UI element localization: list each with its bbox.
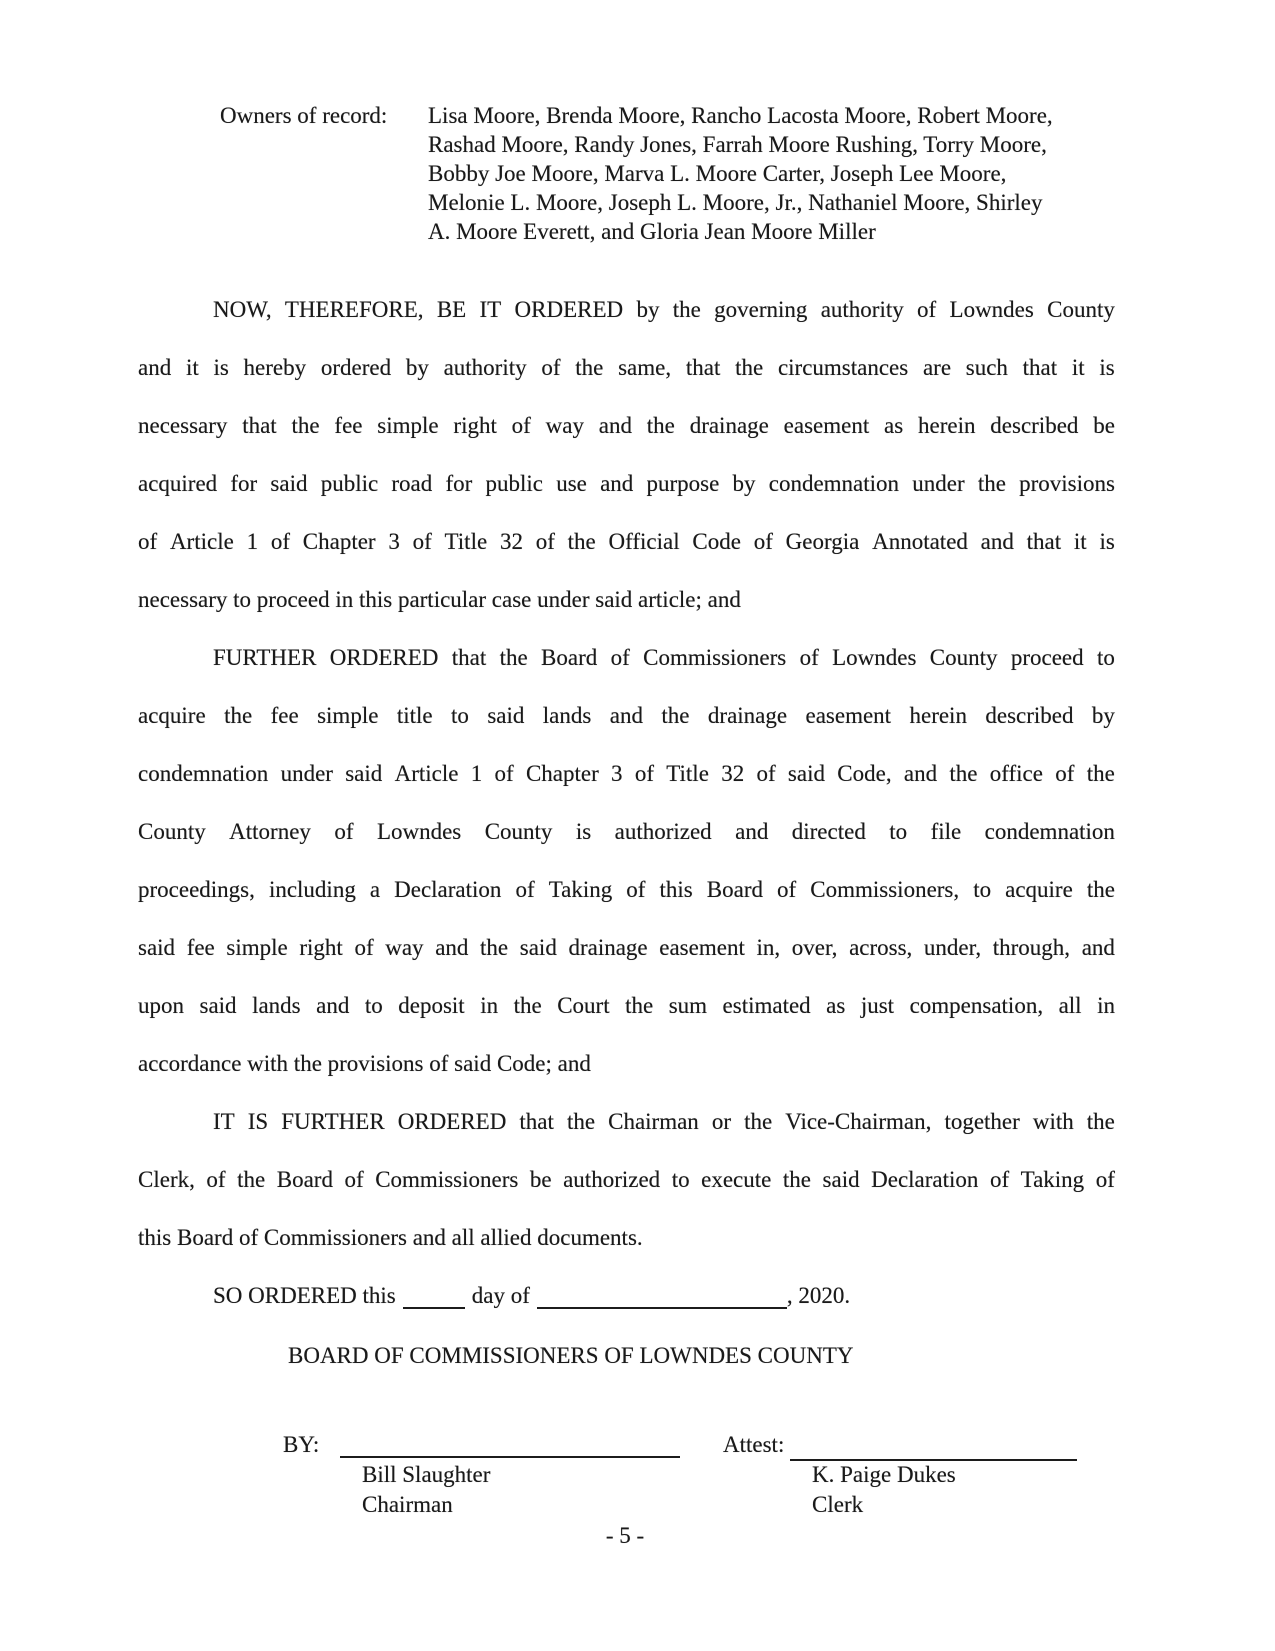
by-label: BY:	[283, 1432, 320, 1457]
text-line: NOW, THEREFORE, BE IT ORDERED by the governing authority of Lowndes County	[213, 297, 1115, 322]
text-line: Rashad Moore, Randy Jones, Farrah Moore Rushing, Torry Moore,	[428, 132, 1047, 157]
so-ordered-prefix: SO ORDERED this	[213, 1283, 396, 1308]
by-signature-line	[340, 1456, 680, 1458]
paragraph-it-is-further-ordered	[138, 1108, 1115, 1282]
text-line: necessary that the fee simple right of way and the drainage easement as herein described be	[138, 413, 1115, 438]
text-line: IT IS FURTHER ORDERED that the Chairman or the Vice-Chairman, together with the	[213, 1109, 1115, 1134]
text-line: Bobby Joe Moore, Marva L. Moore Carter, Joseph Lee Moore,	[428, 161, 1007, 186]
text-line: Melonie L. Moore, Joseph L. Moore, Jr., Nathaniel Moore, Shirley	[428, 190, 1043, 215]
text-line: necessary to proceed in this particular case under said article; and	[138, 587, 741, 612]
text-line: Clerk, of the Board of Commissioners be authorized to execute the said Declaration of Taking of	[138, 1167, 1115, 1192]
text-line: County Attorney of Lowndes County is authorized and directed to file condemnation	[138, 819, 1115, 844]
text-line: this Board of Commissioners and all allied documents.	[138, 1225, 643, 1250]
text-line: proceedings, including a Declaration of Taking of this Board of Commissioners, to acquire the	[138, 877, 1115, 902]
owners-of-record-names	[428, 101, 1128, 246]
so-ordered-middle: day of	[471, 1283, 530, 1308]
paragraph-further-ordered	[138, 644, 1115, 1108]
text-line: acquired for said public road for public use and purpose by condemnation under the provisions	[138, 471, 1115, 496]
page-number: - 5 -	[605, 1523, 645, 1548]
board-of-commissioners-heading: BOARD OF COMMISSIONERS OF LOWNDES COUNTY	[288, 1343, 854, 1368]
text-line: FURTHER ORDERED that the Board of Commissioners of Lowndes County proceed to	[213, 645, 1115, 670]
text-line: A. Moore Everett, and Gloria Jean Moore Miller	[428, 219, 876, 244]
text-line: Lisa Moore, Brenda Moore, Rancho Lacosta Moore, Robert Moore,	[428, 103, 1053, 128]
text-line: upon said lands and to deposit in the Court the sum estimated as just compensation, all in	[138, 993, 1115, 1018]
day-blank-line	[403, 1283, 465, 1309]
attest-signer-name: K. Paige Dukes	[812, 1462, 956, 1487]
text-line: said fee simple right of way and the said drainage easement in, over, across, under, through, and	[138, 935, 1115, 960]
text-line: condemnation under said Article 1 of Chapter 3 of Title 32 of said Code, and the office of the	[138, 761, 1115, 786]
owners-of-record-label: Owners of record:	[220, 103, 388, 128]
text-line: accordance with the provisions of said Code; and	[138, 1051, 591, 1076]
month-blank-line	[537, 1283, 787, 1309]
paragraph-now-therefore	[138, 296, 1115, 644]
so-ordered-line	[213, 1282, 850, 1309]
text-line: acquire the fee simple title to said lands and the drainage easement herein described by	[138, 703, 1115, 728]
by-signer-title: Chairman	[362, 1492, 453, 1517]
attest-signer-title: Clerk	[812, 1492, 864, 1517]
by-signer-name: Bill Slaughter	[362, 1462, 491, 1487]
so-ordered-suffix: , 2020.	[786, 1283, 851, 1308]
attest-label: Attest:	[723, 1432, 785, 1457]
text-line: of Article 1 of Chapter 3 of Title 32 of the Official Code of Georgia Annotated and that it is	[138, 529, 1115, 554]
text-line: and it is hereby ordered by authority of the same, that the circumstances are such that it is	[138, 355, 1115, 380]
